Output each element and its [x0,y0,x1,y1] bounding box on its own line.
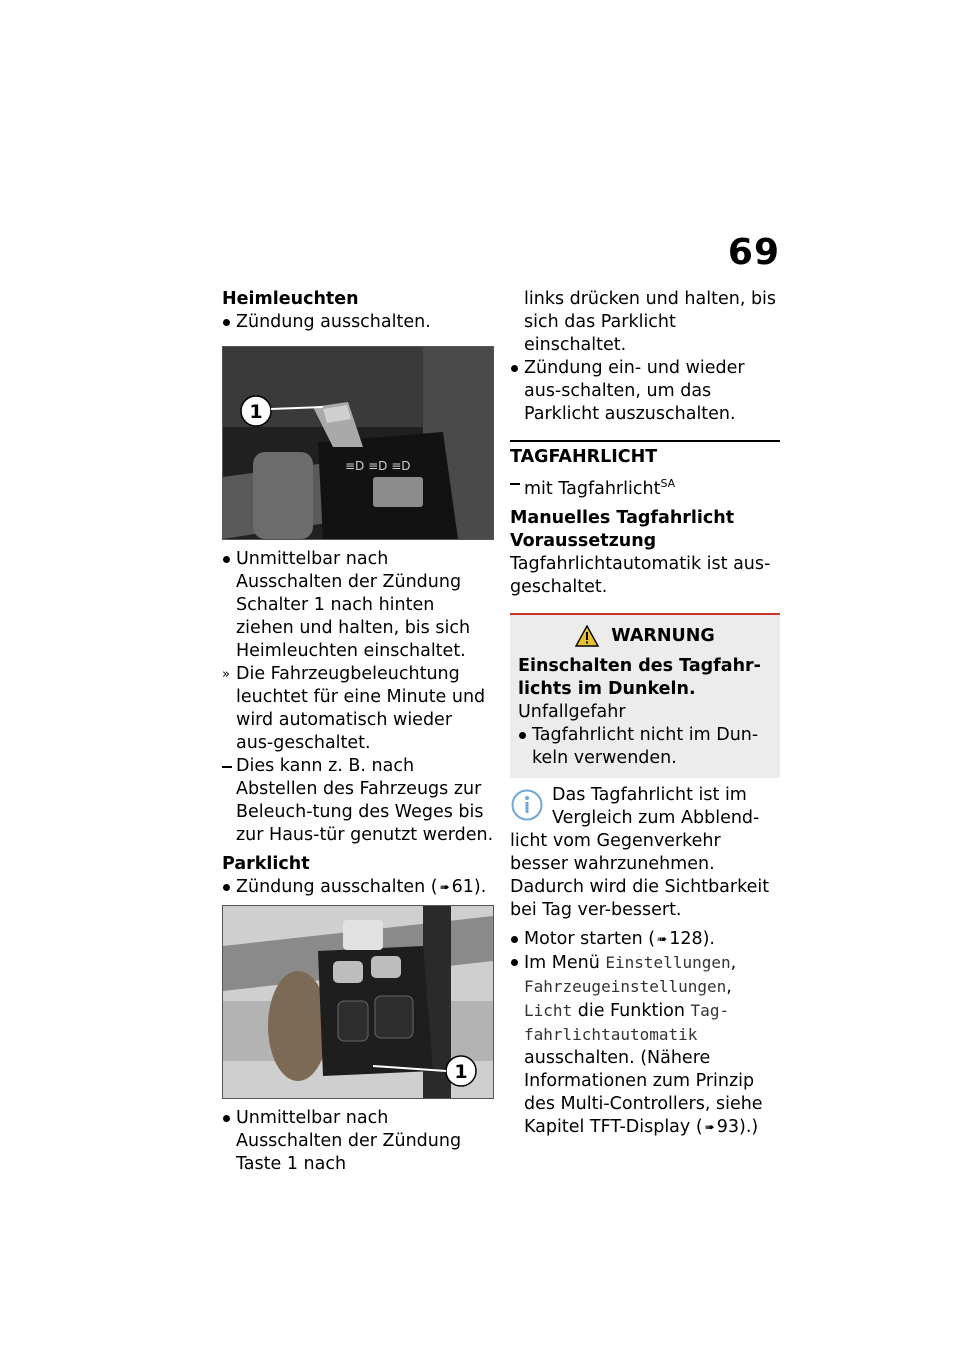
warning-measure: Tagfahrlicht nicht im Dun-keln verwenden. [532,724,759,768]
page-ref-arrow-icon: ➠ [657,931,668,946]
warning-label: WARNUNG [611,625,715,646]
note-usage: Dies kann z. B. nach Abstellen des Fahrzeugs zur Beleuch-tung des Weges bis zur Haus-tür genutzt werden. [236,756,494,845]
heading-manual: Manuelles Tagfahrlicht [510,507,735,528]
warning-triangle-icon [575,625,599,647]
menu-item-licht: Licht [524,1000,573,1020]
left-column [222,288,494,1176]
photo-switch-heimleuchten [222,346,494,540]
photo-switch-parklicht [222,905,494,1099]
photo-callout-1: 1 [454,1061,468,1083]
step-ignition-off-ref: Zündung ausschalten ( ➠ 61). [236,877,487,897]
warning-box [510,613,780,778]
continued-step: links drücken und halten, bis sich das Parklicht einschaltet. [524,289,777,355]
option-superscript: SA [660,477,676,490]
prerequisite-text: Tagfahrlichtautomatik ist aus-geschaltet. [510,553,771,597]
step-press-button: Unmittelbar nach Ausschalten der Zündung Taste 1 nach [236,1108,462,1174]
heading-parklicht: Parklicht [222,854,310,874]
menu-item-fahrzeugeinstellungen: Fahrzeugeinstellungen [524,976,727,996]
heading-heimleuchten: Heimleuchten [222,289,359,309]
page-ref-arrow-icon: ➠ [439,880,450,894]
menu-item-einstellungen: Einstellungen [605,952,731,972]
photo-callout-1: 1 [249,401,263,423]
info-text-start: Das Tagfahrlicht ist im Vergleich zum Abblend- [552,784,760,828]
step-ignition-off: Zündung ausschalten. [236,312,431,332]
info-icon [510,788,544,822]
page-ref-link[interactable]: 128). [669,928,715,949]
page-ref-link[interactable]: 93).) [716,1116,759,1137]
svg-text:≡D ≡D ≡D: ≡D ≡D ≡D [345,459,411,473]
result-lighting: » Die Fahrzeugbeleuchtung leuchtet für eine Minute und wird automatisch wieder aus-geschaltet. [222,664,486,753]
section-title: TAGFAHRLICHT [510,440,780,468]
step-start-engine: Motor starten ( ➠ 128). [524,928,715,949]
step-ignition-cycle: Zündung ein- und wieder aus-schalten, um das Parklicht auszuschalten. [524,358,745,424]
info-note [510,784,780,922]
warning-consequence: Unfallgefahr [518,701,626,722]
menu-item-tagfahrlichtautomatik: Tag-fahrlichtautomatik [524,1000,730,1044]
warning-title: Einschalten des Tagfahr-lichts im Dunkeln. [518,655,761,699]
page-ref-link[interactable]: 61). [451,877,487,897]
page-ref-arrow-icon: ➠ [704,1119,715,1134]
right-column [510,288,780,1139]
result-chevron-icon: » [222,667,230,682]
step-pull-switch: Unmittelbar nach Ausschalten der Zündung Schalter 1 nach hinten ziehen und halten, bis sich Heimleuchten einschaltet. [236,549,471,661]
heading-prerequisite: Voraussetzung [510,530,657,551]
option-note: mit Tagfahrlicht$^{SA}$ [524,477,676,499]
page-number: 69 [727,232,780,273]
step-menu-settings: Im Menü Einstellungen, Fahrzeugeinstellungen, Licht die Funktion Tag-fahrlichtautomatik ausschalten. (Nähere Informationen zum Prinzip des Multi-Controllers, siehe Kapitel TFT-Display ( ➠ 93).) [524,952,763,1137]
info-text: licht vom Gegenverkehr besser wahrzunehmen. Dadurch wird die Sichtbarkeit bei Tag ver-bessert. [510,830,770,920]
